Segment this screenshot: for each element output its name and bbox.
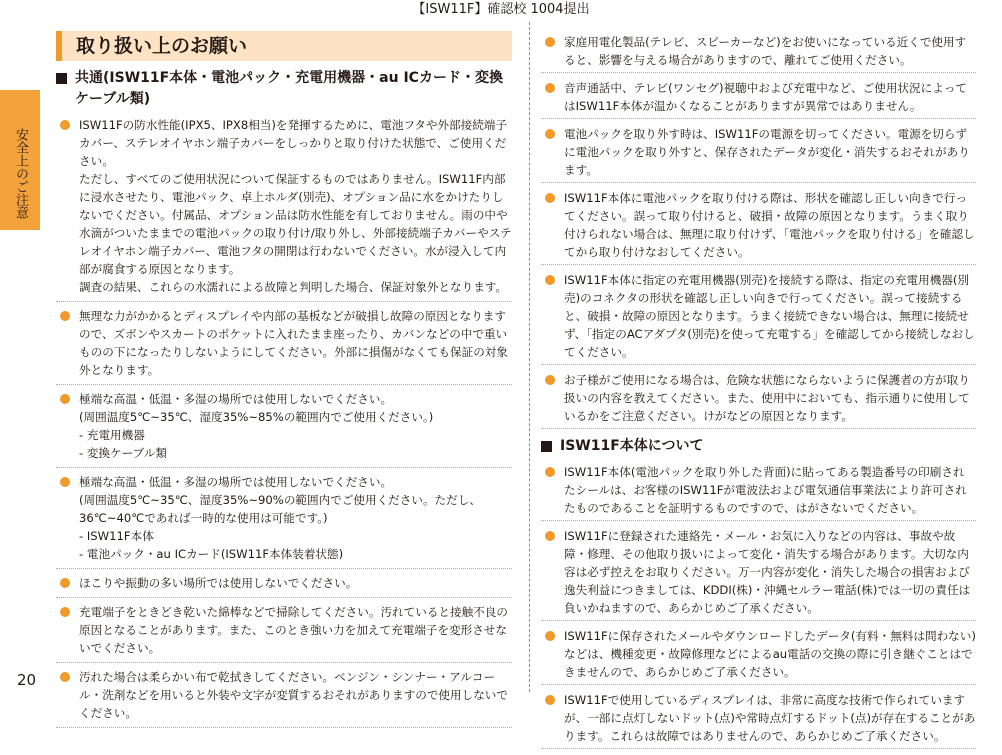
page-number: 20 — [17, 671, 37, 689]
item-text: ISW11Fに保存されたメールやダウンロードしたデータ(有料・無料は問わない)などは、機種変更・故障修理などによるau電話の交換の際に引き継ぐことはできませんので、あらかじめご了承ください。 — [564, 629, 976, 679]
item-text: お子様がご使用になる場合は、危険な状態にならないように保護者の方が取り扱いの内容を教えてください。また、使用中においても、指示通りに使用しているかをご注意ください。けがなどの原因となります。 — [564, 373, 970, 423]
document-header: 【ISW11F】確認校 1004提出 — [412, 2, 590, 17]
orange-bullet-icon — [545, 695, 555, 705]
orange-bullet-icon — [60, 607, 70, 617]
list-item — [56, 390, 512, 468]
list-item — [56, 603, 512, 663]
side-tab-label: 安全上のご注意 — [13, 128, 28, 219]
section-heading-common — [56, 68, 512, 110]
list-item — [541, 33, 976, 73]
bullet-list-right-top — [541, 33, 976, 429]
left-column — [56, 31, 512, 728]
item-text: (周囲温度5℃~35℃、湿度35%~85%の範囲内でご使用ください。) — [79, 410, 434, 424]
list-item — [541, 371, 976, 429]
bullet-list-left — [56, 116, 512, 728]
item-text: ほこりや振動の多い場所では使用しないでください。 — [79, 576, 358, 590]
item-text: - 変換ケーブル類 — [79, 446, 167, 460]
item-text: (周囲温度5℃~35℃、湿度35%~90%の範囲内でご使用ください。ただし、36℃~40℃であれば一時的な使用は可能です。) — [79, 493, 481, 525]
list-item — [56, 574, 512, 598]
list-item — [56, 473, 512, 569]
item-text: ISW11F本体(電池パックを取り外した背面)に貼ってある製造番号の印刷されたシールは、お客様のISW11Fが電波法および電気通信事業法により許可されたものであることを証明するものですので、はがさないでください。 — [564, 465, 967, 515]
item-text: ISW11Fに登録された連絡先・メール・お気に入りなどの内容は、事故や故障・修理、その他取り扱いによって変化・消失する場合があります。大切な内容は必ず控えをお取りください。万一内容が変化・消失した場合の損害および逸失利益につきましては、KDDI(株)・沖縄セルラー電話(株)では一切の責任は負いかねますので、あらかじめご了承ください。 — [564, 529, 971, 615]
section-heading-text: ISW11F本体について — [560, 438, 704, 454]
orange-bullet-icon — [60, 120, 70, 130]
orange-bullet-icon — [545, 531, 555, 541]
square-bullet-icon — [56, 73, 67, 84]
item-text: ISW11Fで使用しているディスプレイは、非常に高度な技術で作られていますが、一部に点灯しないドット(点)や常時点灯するドット(点)が存在することがあります。これらは故障ではありませんので、あらかじめご了承ください。 — [564, 693, 976, 743]
banner-title: 取り扱い上のお願い — [76, 35, 248, 57]
item-text: 充電端子をときどき乾いた綿棒などで掃除してください。汚れていると接触不良の原因となることがあります。また、このとき強い力を加えて充電端子を変形させないでください。 — [79, 605, 508, 655]
list-item — [541, 79, 976, 119]
orange-bullet-icon — [545, 275, 555, 285]
item-text: 汚れた場合は柔らかい布で乾拭きしてください。ベンジン・シンナー・アルコール・洗剤などを用いると外装や文字が変質するおそれがありますので使用しないでください。 — [79, 670, 508, 720]
section-heading-text: 共通(ISW11F本体・電池パック・充電用機器・au ICカード・変換ケーブル類) — [75, 70, 503, 107]
orange-bullet-icon — [545, 37, 555, 47]
orange-bullet-icon — [545, 375, 555, 385]
list-item — [56, 307, 512, 385]
list-item — [541, 527, 976, 621]
item-text: 家庭用電化製品(テレビ、スピーカーなど)をお使いになっている近くで使用すると、影響を与える場合がありますので、離れてご使用ください。 — [564, 35, 967, 67]
list-item — [541, 627, 976, 685]
column-divider — [529, 22, 530, 692]
orange-bullet-icon — [545, 467, 555, 477]
item-text: ISW11F本体に指定の充電用機器(別売)を接続する際は、指定の充電用機器(別売)のコネクタの形状を確認し正しい向きで行ってください。誤って接続すると、破損・故障の原因となります。うまく接続できない場合は、無理に接続せず、「指定のACアダプタ(別売)を使って充電する」を確認してから接続しなおしてください。 — [564, 273, 975, 359]
item-text: 調査の結果、これらの水濡れによる故障と判明した場合、保証対象外となります。 — [79, 280, 508, 294]
section-banner — [56, 31, 512, 61]
right-column — [541, 33, 976, 755]
item-text: 無理な力がかかるとディスプレイや内部の基板などが破損し故障の原因となりますので、ズボンやスカートのポケットに入れたまま座ったり、カバンなどの中で重いものの下になったりしないようにしてください。外部に損傷がなくても保証の対象外となります。 — [79, 309, 508, 377]
item-text: ISW11F本体に電池パックを取り付ける際は、形状を確認し正しい向きで行ってください。誤って取り付けると、破損・故障の原因となります。うまく取り付けられない場合は、無理に取り付けず、「電池パックを取り付ける」を確認してから取り付けなおしてください。 — [564, 191, 975, 259]
list-item — [541, 691, 976, 749]
orange-bullet-icon — [60, 394, 70, 404]
item-text: - 電池パック・au ICカード(ISW11F本体装着状態) — [79, 547, 344, 561]
item-text: 音声通話中、テレビ(ワンセグ)視聴中および充電中など、ご使用状況によってはISW11F本体が温かくなることがありますが異常ではありません。 — [564, 81, 968, 113]
item-text: - ISW11F本体 — [79, 529, 154, 543]
item-text: ISW11Fの防水性能(IPX5、IPX8相当)を発揮するために、電池フタや外部接続端子カバー、ステレオイヤホン端子カバーをしっかりと取り付けた状態で、ご使用ください。 — [79, 118, 507, 168]
list-item — [56, 116, 512, 302]
list-item — [56, 668, 512, 728]
square-bullet-icon — [541, 441, 552, 452]
orange-bullet-icon — [60, 672, 70, 682]
list-item — [541, 463, 976, 521]
orange-bullet-icon — [60, 311, 70, 321]
section-heading-body — [541, 436, 976, 457]
item-text: 極端な高温・低温・多湿の場所では使用しないでください。 — [79, 392, 393, 406]
list-item — [541, 125, 976, 183]
bullet-list-right-bottom — [541, 463, 976, 749]
orange-bullet-icon — [545, 631, 555, 641]
orange-bullet-icon — [60, 578, 70, 588]
orange-bullet-icon — [545, 83, 555, 93]
orange-bullet-icon — [60, 477, 70, 487]
orange-bullet-icon — [545, 193, 555, 203]
item-text: 電池パックを取り外す時は、ISW11Fの電源を切ってください。電源を切らずに電池パックを取り外すと、保存されたデータが変化・消失するおそれがあります。 — [564, 127, 970, 177]
list-item — [541, 189, 976, 265]
item-text: 極端な高温・低温・多湿の場所では使用しないでください。 — [79, 475, 393, 489]
item-text: - 充電用機器 — [79, 428, 145, 442]
list-item — [541, 271, 976, 365]
orange-bullet-icon — [545, 129, 555, 139]
item-text: ただし、すべてのご使用状況について保証するものではありません。ISW11F内部に浸水させたり、電池パック、卓上ホルダ(別売)、オプション品に水をかけたりしないでください。付属品、オプション品は防水性能を有しておりません。雨の中や水滴がついたままでの電池パックの取り付け/取り外し、外部接続端子カバーやステレオイヤホン端子カバー、電池フタの開閉は行わないでください。水が浸入して内部が腐食する原因となります。 — [79, 172, 512, 276]
